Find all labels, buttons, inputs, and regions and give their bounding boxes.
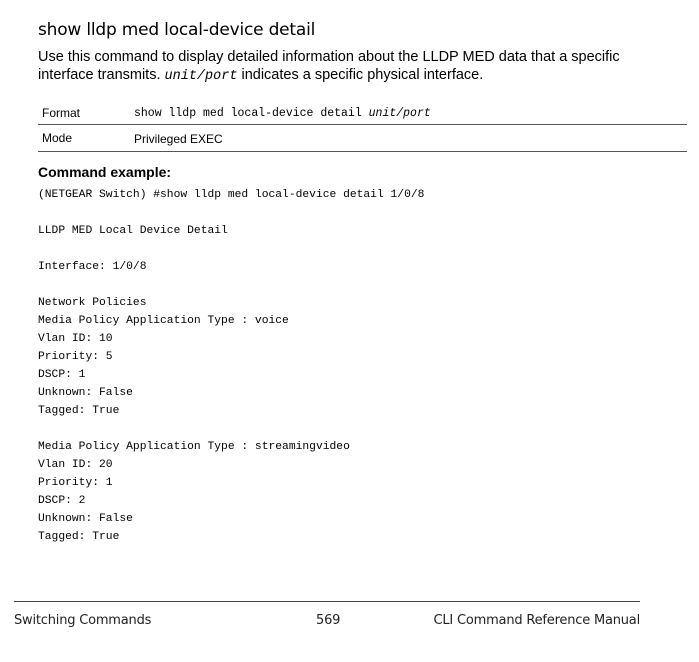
format-param: unit/port xyxy=(368,107,431,120)
code-line xyxy=(38,420,424,438)
description-param: unit/port xyxy=(164,69,238,84)
mode-label: Mode xyxy=(42,131,73,145)
code-line: Interface: 1/0/8 xyxy=(38,261,147,273)
code-line: Vlan ID: 20 xyxy=(38,459,113,471)
code-line: DSCP: 2 xyxy=(38,495,86,507)
description-text-2: indicates a specific physical interface. xyxy=(237,67,484,83)
example-heading: Command example: xyxy=(38,164,172,180)
format-label: Format xyxy=(42,106,81,120)
mode-row xyxy=(38,125,687,152)
code-line: Network Policies xyxy=(38,297,147,309)
code-line: Vlan ID: 10 xyxy=(38,333,113,345)
code-line: (NETGEAR Switch) #show lldp med local-device detail 1/0/8 xyxy=(38,189,425,201)
code-line xyxy=(38,204,424,222)
code-line: Priority: 1 xyxy=(38,477,113,489)
code-line: Unknown: False xyxy=(38,387,133,399)
code-line: Tagged: True xyxy=(38,531,120,543)
code-line: Unknown: False xyxy=(38,513,133,525)
page-title: show lldp med local-device detail xyxy=(38,20,316,40)
description-text-1: Use this command to display detailed information about the LLDP MED data that a specific interface transmits. xyxy=(38,49,620,83)
syntax-table xyxy=(38,100,687,152)
page-number: 569 xyxy=(316,613,341,628)
command-description xyxy=(38,48,668,86)
code-line xyxy=(38,276,424,294)
format-command: show lldp med local-device detail xyxy=(134,107,369,120)
code-line: LLDP MED Local Device Detail xyxy=(38,225,228,237)
code-example xyxy=(38,186,424,546)
code-line: Media Policy Application Type : voice xyxy=(38,315,289,327)
footer-section-title: Switching Commands xyxy=(14,613,152,628)
code-line: Media Policy Application Type : streamingvideo xyxy=(38,441,350,453)
code-line: DSCP: 1 xyxy=(38,369,86,381)
mode-value: Privileged EXEC xyxy=(134,132,223,146)
code-line: Priority: 5 xyxy=(38,351,113,363)
footer-divider xyxy=(14,601,640,602)
format-value xyxy=(134,107,431,120)
code-line: Tagged: True xyxy=(38,405,120,417)
footer-manual-title: CLI Command Reference Manual xyxy=(433,613,640,628)
code-line xyxy=(38,240,424,258)
format-row xyxy=(38,100,687,125)
